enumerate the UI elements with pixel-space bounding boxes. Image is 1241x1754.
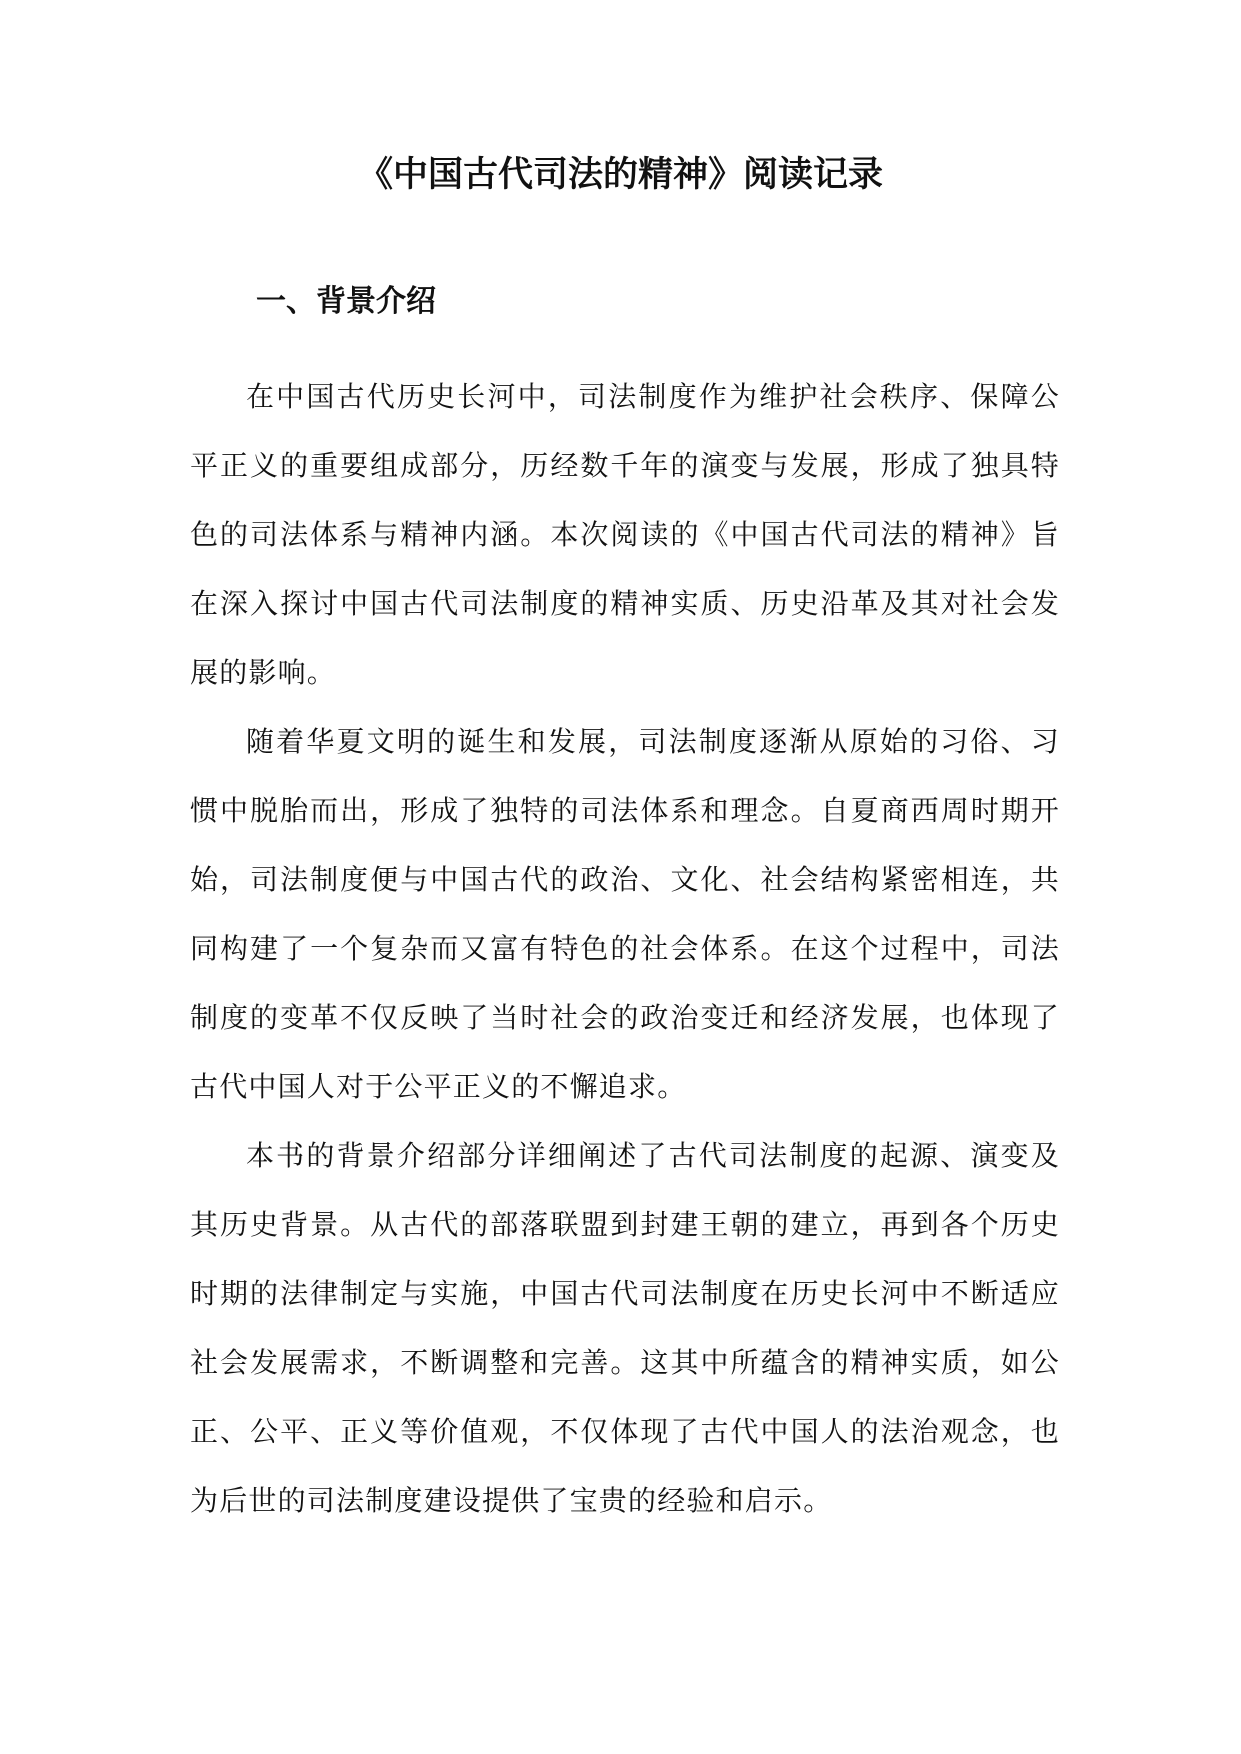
- document-title: 《中国古代司法的精神》阅读记录: [357, 155, 883, 195]
- section-heading: 一、背景介绍: [256, 284, 436, 319]
- paragraph-2: 随着华夏文明的诞生和发展，司法制度逐渐从原始的习俗、习惯中脱胎而出，形成了独特的司法体系和理念。自夏商西周时期开始，司法制度便与中国古代的政治、文化、社会结构紧密相连，共同构建了一个复杂而又富有特色的社会体系。在这个过程中，司法制度的变革不仅反映了当时社会的政治变迁和经济发展，也体现了古代中国人对于公平正义的不懈追求。: [190, 725, 1060, 1103]
- paragraph-3: 本书的背景介绍部分详细阐述了古代司法制度的起源、演变及其历史背景。从古代的部落联盟到封建王朝的建立，再到各个历史时期的法律制定与实施，中国古代司法制度在历史长河中不断适应社会发展需求，不断调整和完善。这其中所蕴含的精神实质，如公正、公平、正义等价值观，不仅体现了古代中国人的法治观念，也为后世的司法制度建设提供了宝贵的经验和启示。: [190, 1139, 1060, 1517]
- paragraph-1: 在中国古代历史长河中，司法制度作为维护社会秩序、保障公平正义的重要组成部分，历经数千年的演变与发展，形成了独具特色的司法体系与精神内涵。本次阅读的《中国古代司法的精神》旨在深入探讨中国古代司法制度的精神实质、历史沿革及其对社会发展的影响。: [190, 380, 1060, 689]
- document-body: [190, 362, 1060, 1535]
